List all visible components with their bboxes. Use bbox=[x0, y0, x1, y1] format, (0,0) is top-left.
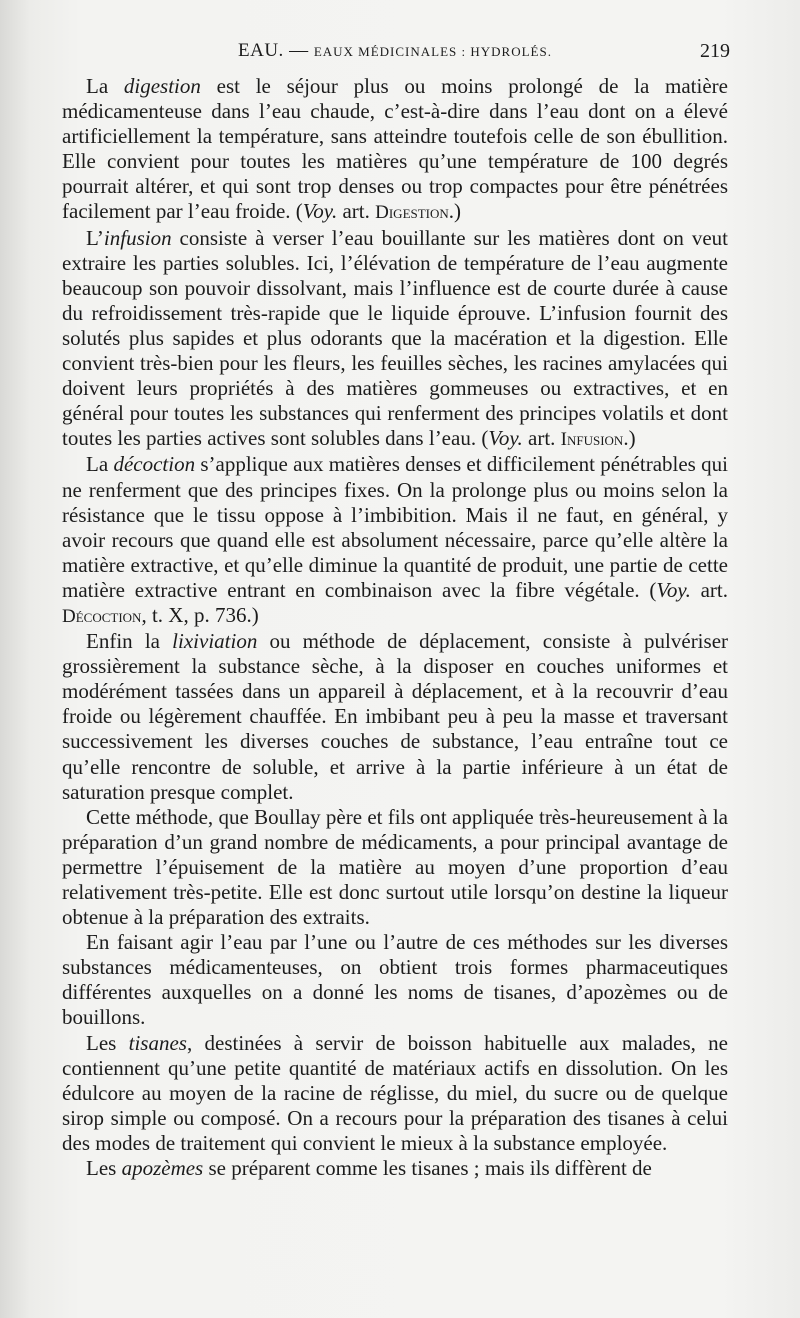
text-run: , t. X, p. 736.) bbox=[141, 602, 259, 627]
running-header bbox=[60, 40, 730, 68]
running-title-dash: — bbox=[289, 40, 309, 61]
italic-term: lixiviation bbox=[172, 629, 258, 654]
running-title-subject: EAUX MÉDICINALES : HYDROLÉS. bbox=[313, 44, 552, 59]
small-caps-ref: Digestion bbox=[375, 202, 449, 224]
running-title-main: EAU. bbox=[238, 40, 284, 61]
paragraph bbox=[62, 805, 728, 930]
running-title bbox=[60, 40, 730, 62]
text-run: est le séjour plus ou moins prolongé de la matière médicamenteuse dans l’eau chaude, c’est-à-dire dans l’eau dont on a élevé artificiellement la température, sans atteindre toutefois celle de son ébullition. Elle convient pour toutes les matières qu’une température de 100 degrés pourrait altérer, et qui sont trop denses ou trop compactes pour être pénétrées facilement par l’eau froide. ( bbox=[62, 74, 728, 224]
italic-term: Voy. bbox=[656, 577, 691, 602]
text-run: L’ bbox=[86, 225, 104, 250]
paragraph bbox=[62, 629, 728, 805]
paragraph bbox=[62, 930, 728, 1030]
paragraph bbox=[62, 226, 728, 453]
text-run: art. bbox=[690, 577, 728, 602]
text-run: ou méthode de déplacement, consiste à pulvériser grossièrement la substance sèche, à la disposer en couches uniformes et modérément tassées dans un appareil à déplacement, et à la recouvrir d’eau froide ou légèrement chauffée. En imbibant peu à peu la masse et traversant successivement les diverses couches de substance, l’eau entraîne tout ce qu’elle rencontre de soluble, et arrive à la partie inférieure à un état de saturation presque complet. bbox=[62, 629, 729, 804]
text-run: .) bbox=[448, 199, 462, 224]
page-number: 219 bbox=[700, 40, 730, 62]
small-caps-ref: Décoction bbox=[62, 605, 142, 627]
paragraph bbox=[62, 1156, 728, 1181]
paragraph bbox=[62, 1031, 728, 1156]
text-run: art. bbox=[337, 199, 376, 224]
text-run: consiste à verser l’eau bouillante sur les matières dont on veut extraire les parties solubles. Ici, l’élévation de température de l’eau augmente beaucoup son pouvoir dissolvant, mais l’influence est de courte durée à cause du refroidissement très-rapide que le liquide éprouve. L’infusion fournit des solutés plus sapides et plus odorants que la macération et la digestion. Elle convient très-bien pour les fleurs, les feuilles sèches, les racines amylacées qui doivent leurs propriétés à des matières gommeuses ou extractives, et en général pour toutes les substances qui renferment des principes volatils et dont toutes les parties actives sont solubles dans l’eau. ( bbox=[62, 225, 728, 451]
italic-term: Voy. bbox=[488, 426, 523, 451]
paragraph bbox=[62, 452, 728, 629]
text-run: En faisant agir l’eau par l’une ou l’autre de ces méthodes sur les diverses substances médicamenteuses, on obtient trois formes pharmaceutiques différentes auxquelles on a donné les noms de tisanes, d’apozèmes ou de bouillons. bbox=[62, 930, 728, 1030]
italic-term: tisanes bbox=[128, 1030, 187, 1055]
small-caps-ref: Infusion bbox=[560, 429, 624, 451]
body-text bbox=[62, 74, 728, 1181]
text-run: Les bbox=[86, 1030, 129, 1055]
italic-term: digestion bbox=[123, 74, 201, 98]
italic-term: infusion bbox=[103, 225, 172, 250]
italic-term: apozèmes bbox=[121, 1156, 204, 1181]
text-run: Les bbox=[86, 1156, 122, 1181]
text-run: La bbox=[86, 74, 124, 98]
text-run: art. bbox=[522, 426, 561, 451]
italic-term: Voy. bbox=[302, 199, 338, 224]
paragraph bbox=[62, 74, 728, 226]
text-run: Enfin la bbox=[86, 629, 173, 654]
text-run: La bbox=[86, 452, 114, 477]
text-run: Cette méthode, que Boullay père et fils ont appliquée très-heureusement à la préparation d’un grand nombre de médicaments, a pour principal avantage de permettre l’épuisement de la matière au moyen d’une proportion d’eau relativement très-petite. Elle est donc surtout utile lorsqu’on destine la liqueur obtenue à la préparation des extraits. bbox=[62, 804, 728, 930]
text-run: .) bbox=[623, 426, 636, 451]
text-run: , destinées à servir de boisson habituelle aux malades, ne contiennent qu’une petite quantité de matériaux actifs en dissolution. On les édulcore au moyen de la racine de réglisse, du miel, du sucre ou de quelque sirop simple ou composé. On a recours pour la préparation des tisanes à celui des modes de traitement qui convient le mieux à la substance employée. bbox=[62, 1030, 728, 1155]
text-run: se préparent comme les tisanes ; mais ils diffèrent de bbox=[203, 1156, 652, 1181]
italic-term: décoction bbox=[113, 452, 196, 477]
text-run: s’applique aux matières denses et difficilement pénétrables qui ne renferment que des principes fixes. On la prolonge plus ou moins selon la résistance que le tissu oppose à l’imbibition. Mais il ne faut, en général, y avoir recours que quand elle est absolument nécessaire, parce qu’elle altère la matière extractive, et qu’elle diminue la quantité de produit, une partie de cette matière extractive entrant en combinaison avec la fibre végétale. ( bbox=[62, 452, 728, 602]
